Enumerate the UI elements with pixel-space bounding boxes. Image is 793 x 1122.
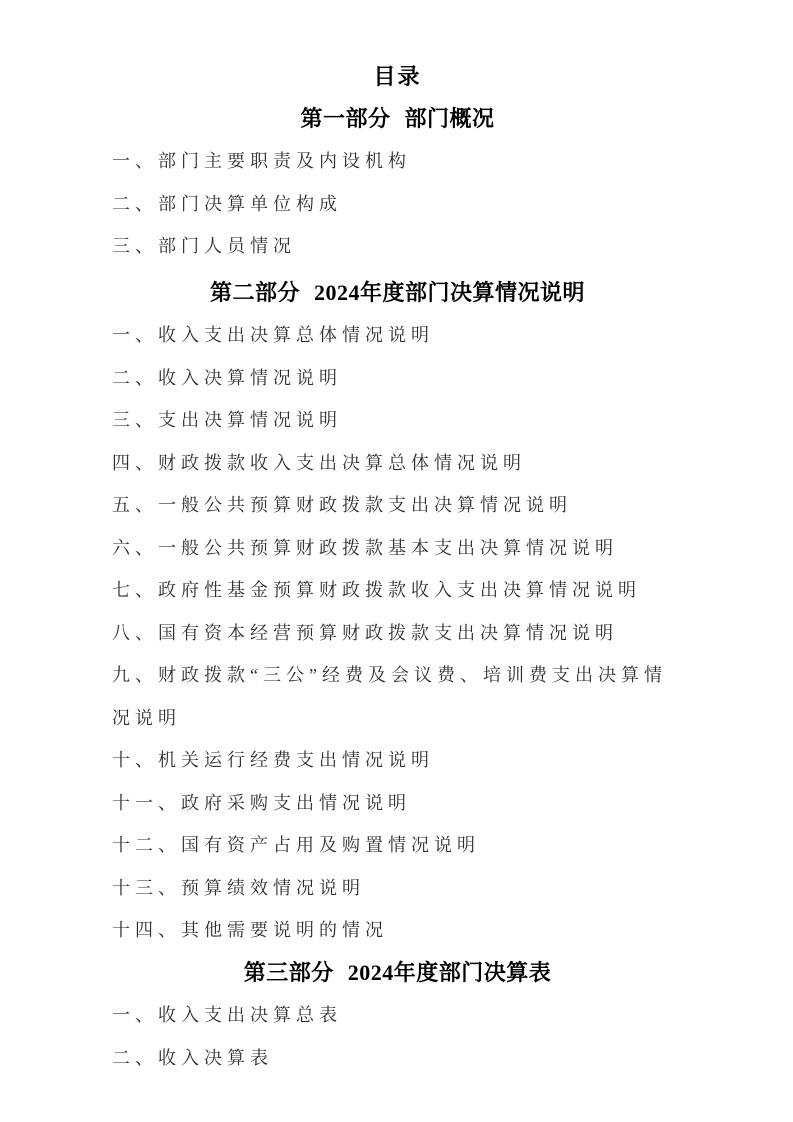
toc-section-heading: 第三部分 2024年度部门决算表 (243, 960, 552, 986)
toc-item-line (112, 441, 683, 484)
toc-item-line (112, 908, 683, 951)
toc-section-heading-line (112, 951, 683, 994)
toc-item-continuation-line (112, 696, 683, 739)
toc-item: 十、机关运行经费支出情况说明 (112, 750, 434, 771)
toc-item: 二、部门决算单位构成 (112, 193, 342, 214)
toc-item-line (112, 182, 683, 225)
toc-item: 四、财政拨款收入支出决算总体情况说明 (112, 452, 526, 473)
toc-item: 三、支出决算情况说明 (112, 410, 342, 431)
toc-item-line (112, 1036, 683, 1079)
toc-item: 八、国有资本经营预算财政拨款支出决算情况说明 (112, 622, 618, 643)
toc-item-line (112, 866, 683, 909)
toc-section-heading-line (112, 271, 683, 314)
toc-item: 二、收入决算表 (112, 1047, 273, 1068)
toc-item-line (112, 993, 683, 1036)
toc-item-line (112, 738, 683, 781)
toc-sections (112, 97, 683, 1079)
toc-item: 一、部门主要职责及内设机构 (112, 151, 411, 172)
page-title: 目录 (373, 63, 422, 89)
toc-item: 十三、预算绩效情况说明 (112, 877, 365, 898)
toc-item-line (112, 568, 683, 611)
toc-item-continuation: 况说明 (112, 707, 181, 728)
toc-item-line (112, 611, 683, 654)
toc-item-line (112, 781, 683, 824)
toc-item-line (112, 313, 683, 356)
toc-item: 十四、其他需要说明的情况 (112, 920, 388, 941)
toc-section (112, 951, 683, 1079)
toc-item: 二、收入决算情况说明 (112, 367, 342, 388)
toc-item: 三、部门人员情况 (112, 236, 296, 257)
toc-item-line (112, 224, 683, 267)
toc-section-heading-line (112, 97, 683, 140)
toc-item: 十二、国有资产占用及购置情况说明 (112, 835, 480, 856)
toc-item: 七、政府性基金预算财政拨款收入支出决算情况说明 (112, 580, 641, 601)
toc-item-line (112, 356, 683, 399)
toc-section-heading: 第一部分 部门概况 (300, 106, 495, 132)
toc-item-line (112, 653, 683, 696)
toc-item-line (112, 823, 683, 866)
toc-section (112, 97, 683, 267)
toc-section-heading: 第二部分 2024年度部门决算情况说明 (209, 280, 585, 306)
toc-item: 五、一般公共预算财政拨款支出决算情况说明 (112, 495, 572, 516)
toc-item-line (112, 483, 683, 526)
toc-item: 六、一般公共预算财政拨款基本支出决算情况说明 (112, 537, 618, 558)
toc-title-line (112, 54, 683, 97)
toc-item: 十一、政府采购支出情况说明 (112, 792, 411, 813)
toc-item: 九、财政拨款“三公”经费及会议费、培训费支出决算情 (112, 665, 667, 686)
toc-item-line (112, 526, 683, 569)
toc-item: 一、收入支出决算总表 (112, 1005, 342, 1026)
toc-item-line (112, 398, 683, 441)
toc-section (112, 271, 683, 951)
toc-item-line (112, 139, 683, 182)
toc-item: 一、收入支出决算总体情况说明 (112, 325, 434, 346)
